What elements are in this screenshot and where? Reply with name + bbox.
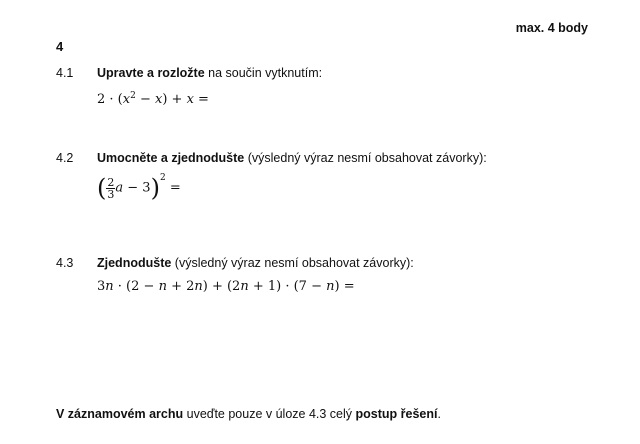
footer-text-1: uveďte pouze v úloze 4.3 celý <box>183 407 356 421</box>
max-points-label: max. 4 body <box>515 21 588 35</box>
instruction-bold: Umocněte a zjednodušte <box>97 151 245 165</box>
instruction-bold: Upravte a rozložte <box>97 66 205 80</box>
subtask-number-4-2: 4.2 <box>56 151 74 165</box>
instruction-rest: (výsledný výraz nesmí obsahovat závorky): <box>171 256 414 270</box>
footer-bold-1: V záznamovém archu <box>56 407 184 421</box>
instruction-rest: na součin vytknutím: <box>204 66 323 80</box>
subtask-number-4-1: 4.1 <box>56 66 74 80</box>
expression-4-3: 3n · (2 − n + 2n) + (2n + 1) · (7 − n) = <box>97 279 355 294</box>
subtask-instruction-4-2 <box>97 151 487 165</box>
subtask-instruction-4-3 <box>97 256 414 270</box>
expression-4-1: $2 \cdot (x^2 - x) + x$ = <box>97 91 209 107</box>
expression-4-2: ( $\frac{2}{3}$ a − 3)$^2$ = <box>97 172 181 202</box>
instruction-rest: (výsledný výraz nesmí obsahovat závorky): <box>244 151 487 165</box>
footer-bold-2: postup řešení <box>355 407 438 421</box>
subtask-instruction-4-1 <box>97 66 322 80</box>
footer-text-2: . <box>437 407 441 421</box>
instruction-bold: Zjednodušte <box>97 256 172 270</box>
answer-sheet-note <box>56 407 441 421</box>
subtask-number-4-3: 4.3 <box>56 256 74 270</box>
task-number: 4 <box>56 39 64 54</box>
